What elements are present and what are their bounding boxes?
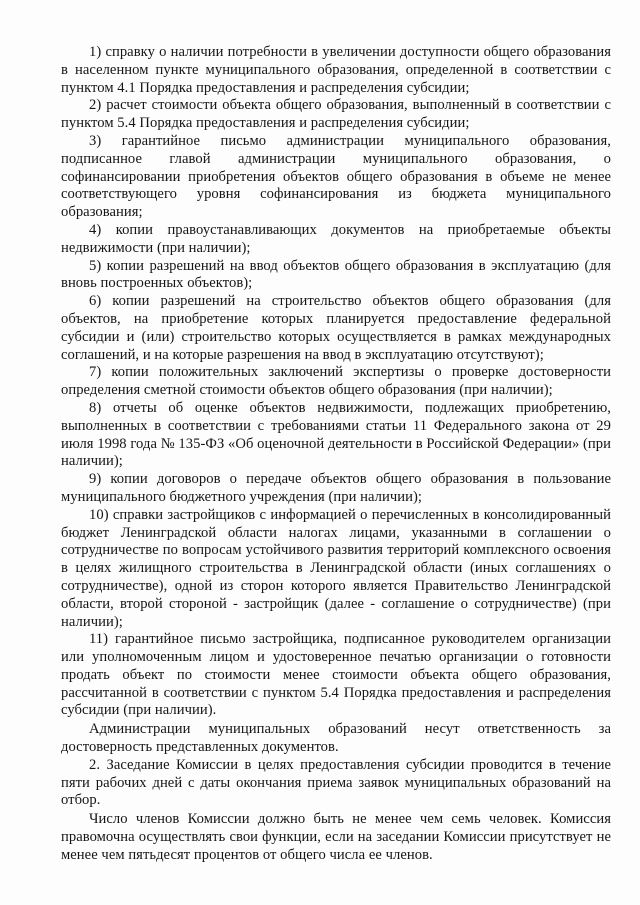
list-item-7: 7) копии положительных заключений экспертизы о проверке достоверности определения сметной стоимости объектов общего образования (при наличии); [61,364,611,399]
list-item-11: 11) гарантийное письмо застройщика, подписанное руководителем организации или уполномоченным лицом и удостоверенное печатью организации о готовности продать объект по стоимости менее стоимости объекта общего образования, рассчитанной в соответствии с пунктом 5.4 Порядка предоставления и распределения субсидии (при наличии). [61,631,611,719]
commission-meeting-paragraph: 2. Заседание Комиссии в целях предоставления субсидии проводится в течение пяти рабочих дней с даты окончания приема заявок муниципальных образований на отбор. [61,756,611,809]
document-body [61,44,611,865]
list-item-1: 1) справку о наличии потребности в увеличении доступности общего образования в населенном пункте муниципального образования, определенной в соответствии с пунктом 4.1 Порядка предоставления и распределения субсидии; [61,44,611,96]
list-item-9: 9) копии договоров о передаче объектов общего образования в пользование муниципального бюджетного учреждения (при наличии); [61,471,611,505]
list-item-5: 5) копии разрешений на ввод объектов общего образования в эксплуатацию (для вновь построенных объектов); [61,257,611,292]
list-item-3: 3) гарантийное письмо администрации муниципального образования, подписанное главой администрации муниципального образования, о софинансировании приобретения объектов общего образования в объеме не менее соответствующего уровня софинансирования из бюджета муниципального образования; [61,132,611,221]
responsibility-paragraph: Администрации муниципальных образований несут ответственность за достоверность представленных документов. [61,721,611,756]
list-item-8: 8) отчеты об оценке объектов недвижимости, подлежащих приобретению, выполненных в соответствии с требованиями статьи 11 Федерального закона от 29 июля 1998 года № 135-ФЗ «Об оценочной деятельности в Российской Федерации» (при наличии); [61,399,611,470]
list-item-6: 6) копии разрешений на строительство объектов общего образования (для объектов, на приобретение которых планируется предоставление федеральной субсидии и (или) строительство которых осуществляется в рамках международных соглашений, и на которые разрешения на ввод в эксплуатацию отсутствуют); [61,293,611,363]
list-item-2: 2) расчет стоимости объекта общего образования, выполненный в соответствии с пунктом 5.4 Порядка предоставления и распределения субсидии; [61,97,611,132]
list-item-4: 4) копии правоустанавливающих документов на приобретаемые объекты недвижимости (при наличии); [61,221,611,256]
list-item-10: 10) справки застройщиков с информацией о перечисленных в консолидированный бюджет Ленинградской области налогах лицами, указанными в соглашении о сотрудничестве по вопросам устойчивого развития территорий комплексного освоения в целях жилищного строительства в Ленинградской области (иных соглашениях о сотрудничестве), одной из сторон которого является Правительство Ленинградской области, второй стороной - застройщик (далее - соглашение о сотрудничестве) (при наличии); [61,506,611,630]
commission-quorum-paragraph: Число членов Комиссии должно быть не менее чем семь человек. Комиссия правомочна осуществлять свои функции, если на заседании Комиссии присутствует не менее чем пятьдесят процентов от общего числа ее членов. [61,811,611,863]
